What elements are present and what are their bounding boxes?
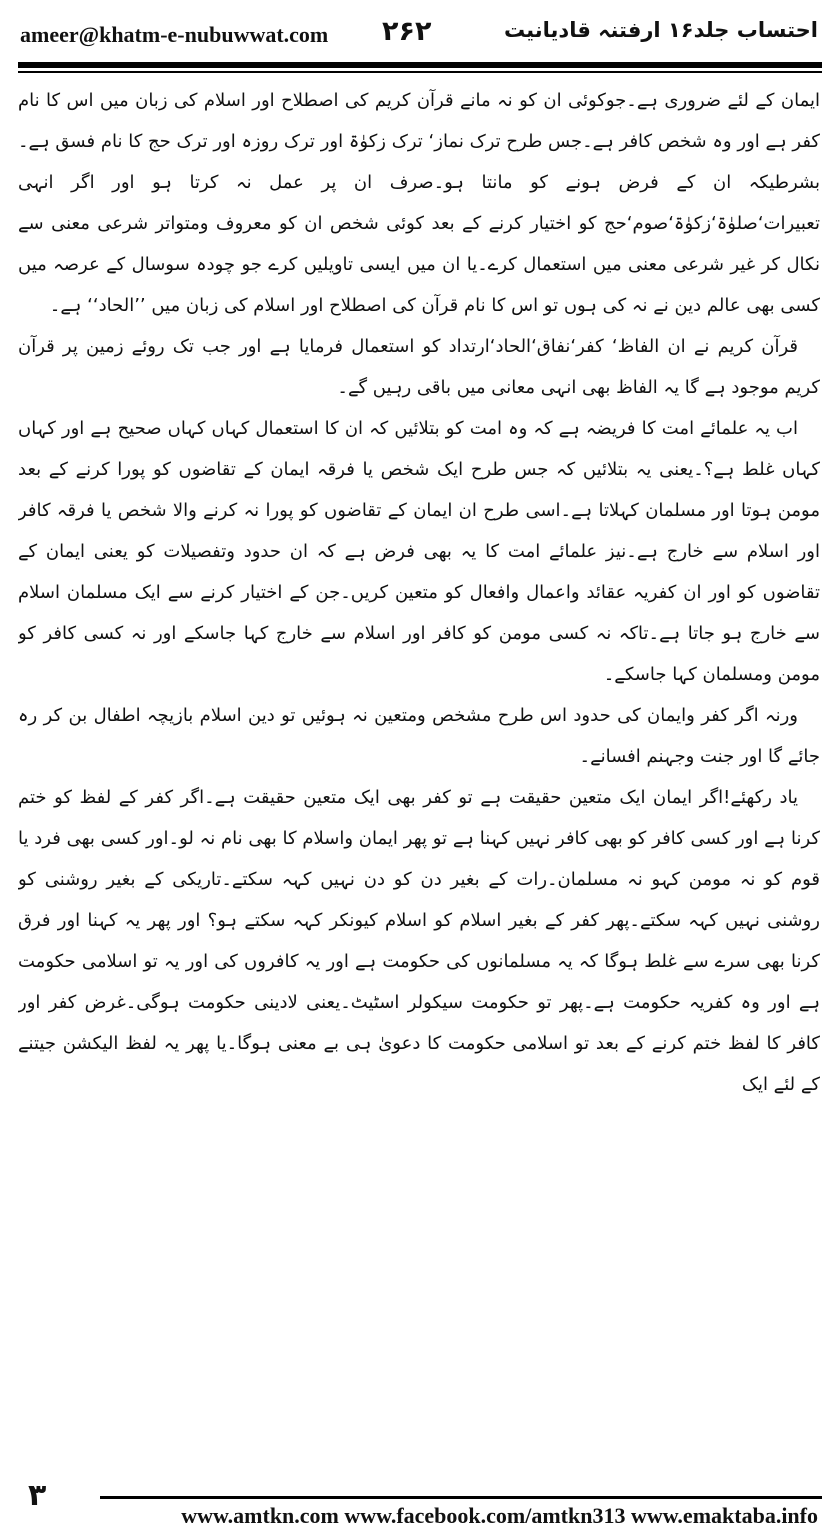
paragraph-1: ایمان کے لئے ضروری ہے۔جوکوئی ان کو نہ مانے قرآن کریم کی اصطلاح اور اسلام کی زبان میں اس کا نام کفر ہے اور وہ شخص کافر ہے۔جس طرح ترک نماز‘ ترک زکوٰۃ اور ترک روزہ اور ترک حج کا نام فسق ہے۔بشرطیکہ ان کے فرض ہونے کو مانتا ہو۔صرف ان پر عمل نہ کرتا ہو اور اگر انہی تعبیرات‘صلوٰۃ‘زکوٰۃ‘صوم‘حج کو اختیار کرنے کے بعد کوئی شخص ان کو معروف ومتواتر شرعی معنی سے نکال کر غیر شرعی معنی میں استعمال کرے۔یا ان میں ایسی تاویلیں کرے جو چودہ سوسال کے عرصہ میں کسی بھی عالم دین نے نہ کی ہوں تو اس کا نام قرآن کی اصطلاح اور اسلام کی زبان میں ’’الحاد‘‘ ہے۔ — [18, 90, 820, 316]
header-book-title: احتساب جلد۱۶ ارفتنہ قادیانیت — [503, 18, 818, 42]
header-email[interactable]: ameer@khatm-e-nubuwwat.com — [20, 22, 329, 47]
page-footer — [0, 1478, 840, 1540]
header-rule-thin — [18, 71, 822, 73]
page-header — [0, 0, 840, 62]
footer-links[interactable]: www.amtkn.com www.facebook.com/amtkn313 www.emaktaba.info — [181, 1503, 818, 1528]
paragraph-5: یاد رکھئے!اگر ایمان ایک متعین حقیقت ہے تو کفر بھی ایک متعین حقیقت ہے۔اگر کفر کے لفظ کو ختم کرنا ہے اور کسی کافر کو بھی کافر نہیں کہنا ہے تو پھر ایمان واسلام کا بھی نام نہ لو۔اور کسی بھی فرد یا قوم کو نہ مومن کہو نہ مسلمان۔رات کے بغیر دن کو دن نہیں کہہ سکتے۔تاریکی کے بغیر روشنی کو روشنی نہیں کہہ سکتے۔پھر کفر کے بغیر اسلام کو اسلام کیونکر کہہ سکتے ہو؟ اور پھر یہ کہنا اور فرق کرنا بھی سرے سے غلط ہوگا کہ یہ مسلمانوں کی حکومت ہے اور یہ کافروں کی اور یہ تو اسلامی حکومت ہے اور وہ کفریہ حکومت ہے۔پھر تو حکومت سیکولر اسٹیٹ۔یعنی لادینی حکومت ہوگی۔غرض کفر اور کافر کا لفظ ختم کرنے کے بعد تو اسلامی حکومت کا دعویٰ ہی بے معنی ہوگا۔یا پھر یہ لفظ الیکشن جیتنے کے لئے ایک — [18, 787, 820, 1095]
footer-page-number: ۳ — [28, 1478, 47, 1513]
page-body — [18, 80, 820, 1470]
header-page-number: ۲۶۲ — [382, 16, 432, 47]
paragraph-4: ورنہ اگر کفر وایمان کی حدود اس طرح مشخص ومتعین نہ ہوئیں تو دین اسلام بازیچہ اطفال بن کر رہ جائے گا اور جنت وجہنم افسانے۔ — [18, 705, 820, 767]
paragraph-3: اب یہ علمائے امت کا فریضہ ہے کہ وہ امت کو بتلائیں کہ ان کا استعمال کہاں کہاں صحیح ہے اور کہاں کہاں غلط ہے؟۔یعنی یہ بتلائیں کہ جس طرح ایک شخص یا فرقہ ایمان کے تقاضوں کو پورا کرنے کے بعد مومن ہوتا اور مسلمان کہلاتا ہے۔اسی طرح ان ایمان کے تقاضوں کو پورا نہ کرنے والا شخص یا فرقہ کافر اور اسلام سے خارج ہے۔نیز علمائے امت کا یہ بھی فرض ہے کہ ان حدود وتفصیلات کو یعنی ایمان کے تقاضوں کو اور ان کفریہ عقائد واعمال وافعال کو متعین کریں۔جن کے اختیار کرنے سے ایک مسلمان اسلام سے خارج ہو جاتا ہے۔تاکہ نہ کسی مومن کو کافر اور اسلام سے خارج کہا جاسکے اور نہ کسی کافر کو مومن ومسلمان کہا جاسکے۔ — [18, 418, 820, 685]
paragraph-2: قرآن کریم نے ان الفاظ‘ کفر‘نفاق‘الحاد‘ارتداد کو استعمال فرمایا ہے اور جب تک روئے زمین پر قرآن کریم موجود ہے گا یہ الفاظ بھی انہی معانی میں باقی رہیں گے۔ — [18, 336, 820, 398]
header-rule-thick — [18, 62, 822, 68]
